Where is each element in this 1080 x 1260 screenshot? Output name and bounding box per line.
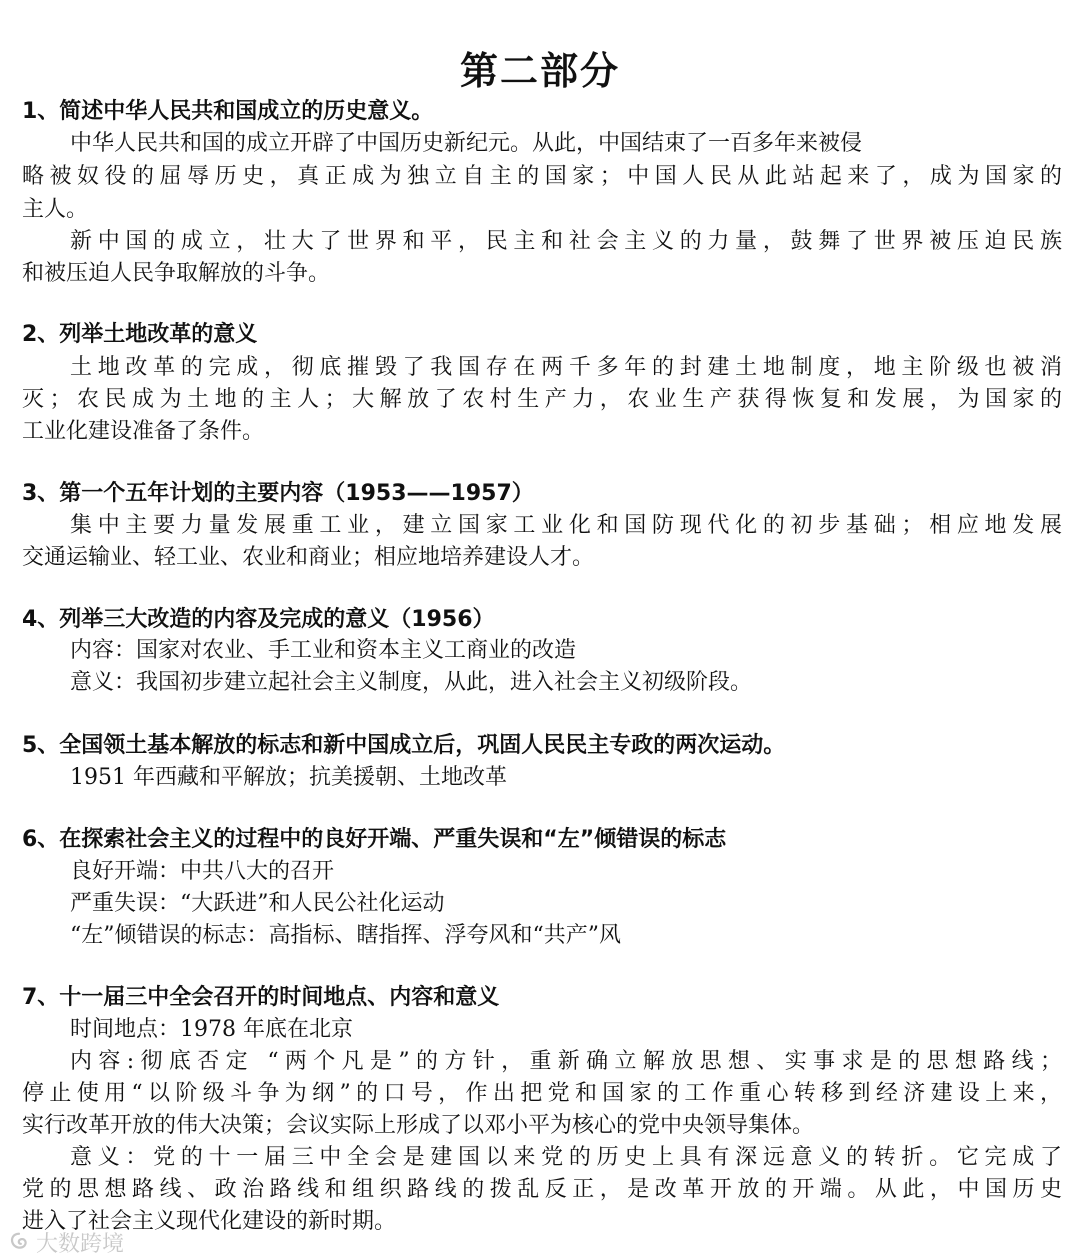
answer-line: 新中国的成立，壮大了世界和平，民主和社会主义的力量，鼓舞了世界被压迫民族 <box>70 229 1062 254</box>
answer-line: 内容：国家对农业、手工业和资本主义工商业的改造 <box>70 638 577 663</box>
question-heading-4: 4、列举三大改造的内容及完成的意义（1956） <box>22 607 495 632</box>
answer-line: “左”倾错误的标志：高指标、瞎指挥、浮夸风和“共产”风 <box>70 923 621 948</box>
answer-line: 主人。 <box>22 197 89 222</box>
answer-line: 中华人民共和国的成立开辟了中国历史新纪元。从此，中国结束了一百多年来被侵 <box>70 131 863 156</box>
question-heading-7: 7、十一届三中全会召开的时间地点、内容和意义 <box>22 985 500 1010</box>
answer-line: 土地改革的完成，彻底摧毁了我国存在两千多年的封建土地制度，地主阶级也被消 <box>70 355 1062 380</box>
answer-line: 灭；农民成为土地的主人；大解放了农村生产力，农业生产获得恢复和发展，为国家的 <box>22 387 1062 412</box>
answer-line: 停止使用“以阶级斗争为纲”的口号，作出把党和国家的工作重心转移到经济建设上来， <box>22 1081 1062 1106</box>
question-heading-1: 1、简述中华人民共和国成立的历史意义。 <box>22 99 434 124</box>
question-heading-6: 6、在探索社会主义的过程中的良好开端、严重失误和“左”倾错误的标志 <box>22 827 727 852</box>
answer-line: 进入了社会主义现代化建设的新时期。 <box>22 1209 397 1234</box>
question-heading-3: 3、第一个五年计划的主要内容（1953——1957） <box>22 481 534 506</box>
answer-line: 严重失误：“大跃进”和人民公社化运动 <box>70 891 445 916</box>
answer-line: 意义：党的十一届三中全会是建国以来党的历史上具有深远意义的转折。它完成了 <box>70 1145 1062 1170</box>
answer-line: 和被压迫人民争取解放的斗争。 <box>22 261 331 286</box>
answer-line: 集中主要力量发展重工业，建立国家工业化和国防现代化的初步基础；相应地发展 <box>70 513 1062 538</box>
answer-line: 党的思想路线、政治路线和组织路线的拨乱反正，是改革开放的开端。从此，中国历史 <box>22 1177 1062 1202</box>
logo-icon <box>8 1231 30 1253</box>
answer-line: 时间地点：1978 年底在北京 <box>70 1017 353 1042</box>
answer-line: 略被奴役的屈辱历史，真正成为独立自主的国家；中国人民从此站起来了，成为国家的 <box>22 164 1062 189</box>
answer-line: 工业化建设准备了条件。 <box>22 419 265 444</box>
watermark <box>8 1228 124 1256</box>
watermark-text: 大数跨境 <box>36 1231 125 1257</box>
question-heading-2: 2、列举土地改革的意义 <box>22 322 258 347</box>
page-title: 第二部分 <box>459 49 620 93</box>
answer-line: 交通运输业、轻工业、农业和商业；相应地培养建设人才。 <box>22 545 595 570</box>
answer-line: 意义：我国初步建立起社会主义制度，从此，进入社会主义初级阶段。 <box>70 670 753 695</box>
answer-line: 内容:彻底否定 “两个凡是”的方针，重新确立解放思想、实事求是的思想路线； <box>70 1049 1062 1074</box>
answer-line: 良好开端：中共八大的召开 <box>70 859 335 884</box>
answer-line: 实行改革开放的伟大决策；会议实际上形成了以邓小平为核心的党中央领导集体。 <box>22 1113 815 1138</box>
question-heading-5: 5、全国领土基本解放的标志和新中国成立后，巩固人民民主专政的两次运动。 <box>22 733 786 758</box>
answer-line: 1951 年西藏和平解放；抗美援朝、土地改革 <box>70 765 507 790</box>
